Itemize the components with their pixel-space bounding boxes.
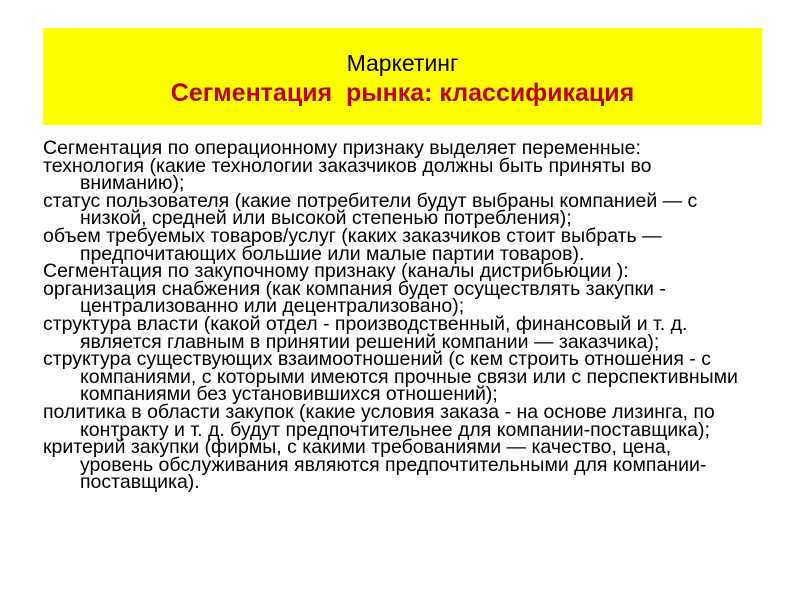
text-line: структура существующих взаимоотношений (с кем строить отношения - с [43, 348, 711, 371]
text-line: технология (какие технологии заказчиков должны быть приняты во [43, 154, 652, 177]
text-line: критерий закупки (фирмы, с какими требованиями — качество, цена, [43, 436, 672, 459]
text-line: политика в области закупок (какие условия заказа - на основе лизинга, по [43, 400, 715, 423]
text-line: компаниями, с которыми имеются прочные связи или с перспективными [80, 365, 738, 388]
text-line: Сегментация по операционному признаку выделяет переменные: [43, 137, 641, 159]
text-line: объем требуемых товаров/услуг (каких заказчиков стоит выбрать — [43, 224, 662, 247]
text-line: предпочитающих большие или малые партии товаров). [80, 242, 585, 265]
text-line: статус пользователя (какие потребители будут выбраны компанией — с [43, 189, 698, 212]
text-line: является главным в принятии решений компании — заказчика); [80, 330, 660, 353]
slide-subtitle: Сегментация рынка: классификация [170, 79, 635, 107]
text-line: поставщика). [80, 471, 200, 494]
text-line: уровень обслуживания являются предпочтительными для компании- [80, 453, 707, 476]
text-line: контракту и т. д. будут предпочтительнее для компании-поставщика); [80, 418, 710, 441]
slide-title-banner [43, 28, 762, 125]
text-line: компаниями без установившихся отношений); [80, 383, 498, 406]
text-line: низкой, средней или высокой степенью потребления); [80, 207, 572, 230]
text-line: вниманию); [80, 172, 185, 195]
slide-title: Маркетинг [346, 50, 459, 76]
slide-body-text [43, 137, 800, 494]
text-line: структура власти (какой отдел - производственный, финансовый и т. д. [43, 312, 688, 335]
text-line: Сегментация по закупочному признаку (каналы дистрибьюции ): [43, 260, 629, 283]
text-line: централизованно или децентрализовано); [80, 295, 465, 318]
text-line: организация снабжения (как компания будет осуществлять закупки - [43, 277, 666, 300]
